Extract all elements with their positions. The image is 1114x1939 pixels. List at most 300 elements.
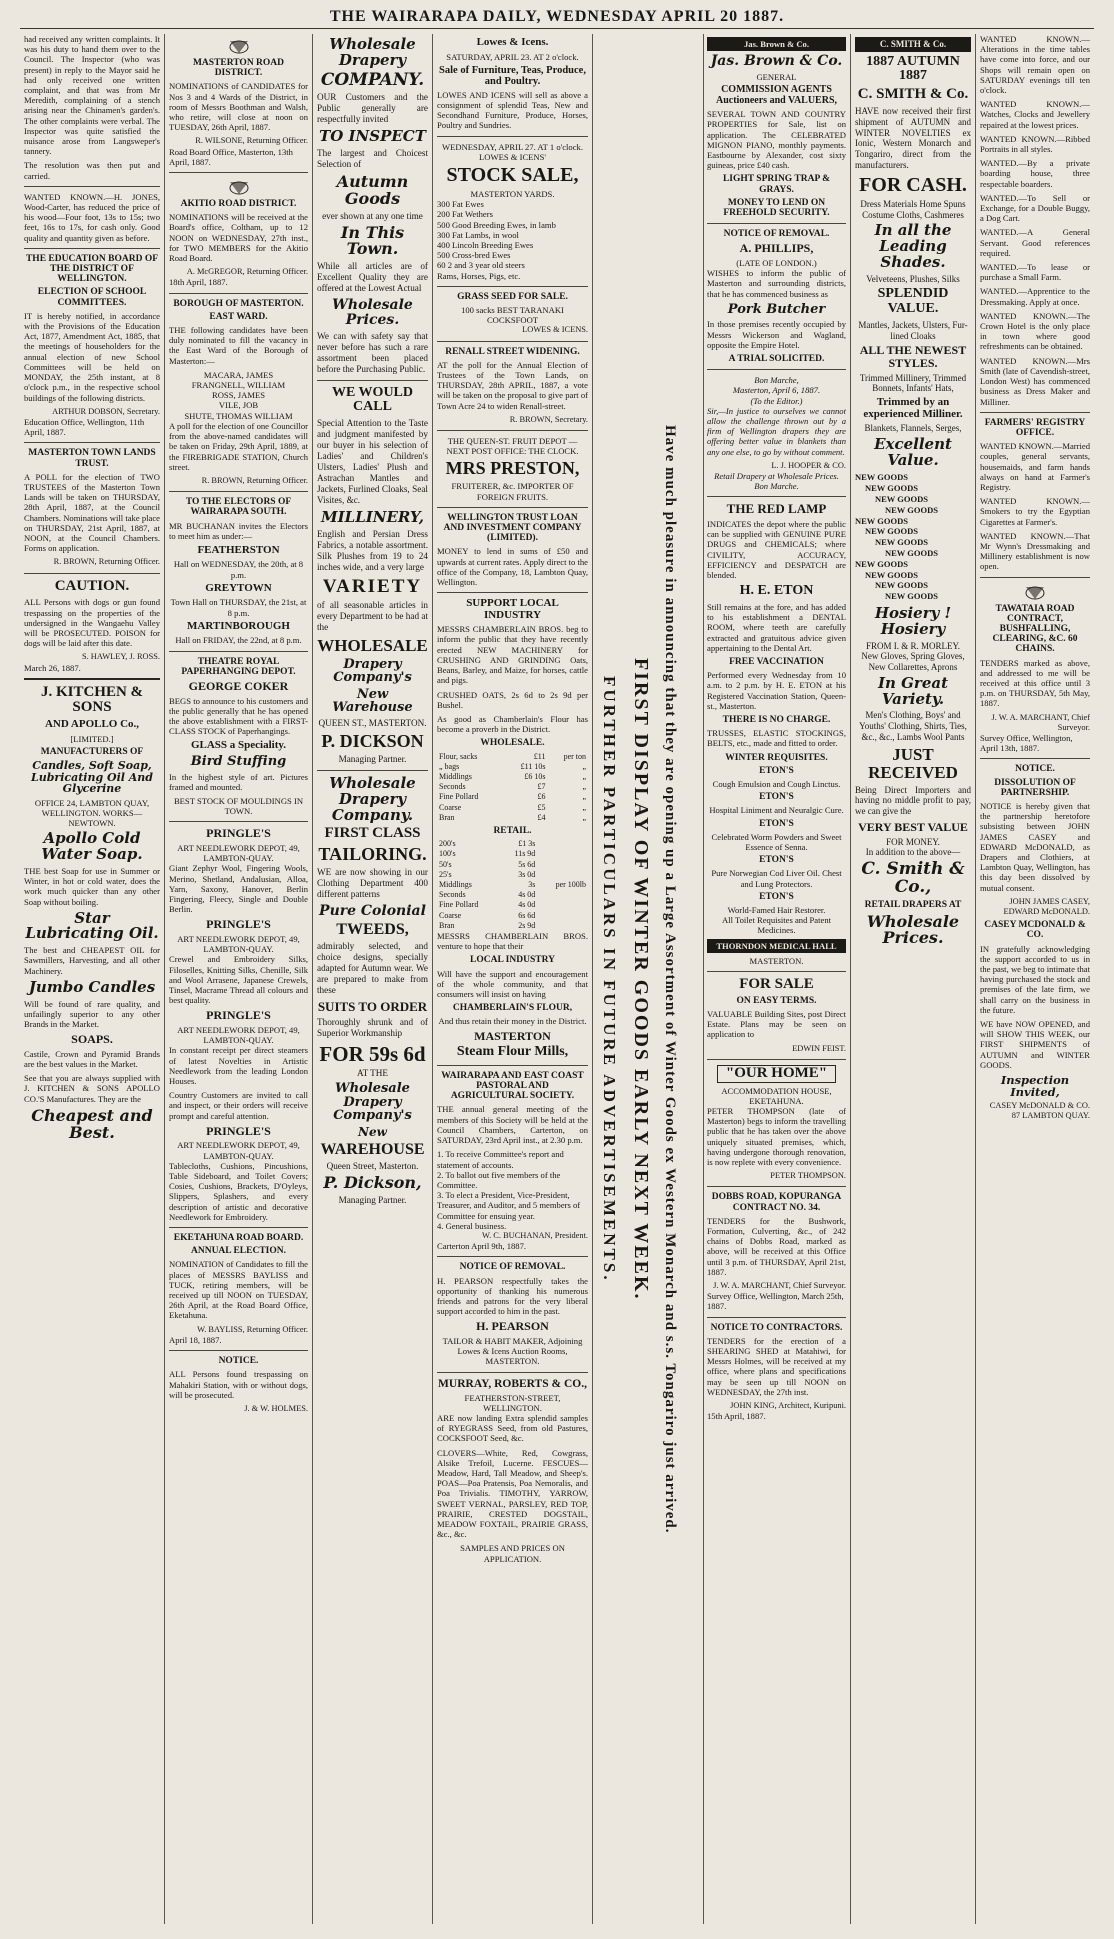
borough-signature: R. BROWN, Returning Officer. xyxy=(201,475,308,485)
vertical-line-1: Have much pleasure in announcing that they are opening up a Large Assortment of Winter Goods ex Western Monarch and s.s. Tongariro just arrived. xyxy=(662,424,678,1534)
pork-text: In those premises recently occupied by Messrs Wickerson and Wagland, opposite the Empire Hotel. xyxy=(707,319,846,350)
notice-text: ALL Persons found trespassing on Mahakiri Station, with or without dogs, will be prosecuted. xyxy=(169,1369,308,1400)
coker-name: GEORGE COKER xyxy=(188,678,289,693)
steam-mills-heading: Steam Flour Mills, xyxy=(456,1044,569,1060)
price-cell: £6 10s xyxy=(524,771,546,781)
eton-text: Still remains at the fore, and has added to his establishment a DENTAL ROOM, where teeth are carefully extracted and gratuitous advice given appertaining to the Dental Art. xyxy=(707,601,846,653)
column-7 xyxy=(976,34,1094,1924)
bon-marche-signature: L. J. HOOPER & CO. xyxy=(771,460,846,470)
drapery-title: Wholesale Drapery xyxy=(329,35,416,69)
notice-signature: J. & W. HOLMES. xyxy=(244,1403,308,1413)
wanted-ad: WANTED KNOWN.—Alterations in the time tables have come into force, and our Shops will remain open on SATURDAY evenings till ten o'clock. xyxy=(980,34,1090,96)
price-cell xyxy=(537,849,588,859)
price-row xyxy=(437,813,588,823)
pringle-text: Country Customers are invited to call and inspect, or their orders will receive prompt and careful attention. xyxy=(169,1090,308,1121)
pringle-text: Crewel and Embroidery Silks, Filoselles, Knitting Silks, Chenille, Silk and Wool Arrasene, Japanese Crewels, Tinsel, Macrame Thread all colours and best quality. xyxy=(169,954,308,1006)
new-goods-item: NEW GOODS xyxy=(865,483,918,494)
column-1 xyxy=(20,34,165,1924)
pringle-heading: PRINGLE'S xyxy=(206,1123,271,1138)
price-row xyxy=(437,921,588,931)
casey-signature: CASEY McDONALD & CO. xyxy=(989,1101,1090,1111)
renall-text: AT the poll for the Annual Election of Trustees of the Town Lands, on THURSDAY, 28th APRIL, 1887, a vote will be taken on the proposal to give part of Town Acre 24 to widen Renall-street. xyxy=(437,359,588,411)
electors-heading: TO THE ELECTORS OF WAIRARAPA SOUTH. xyxy=(185,497,292,518)
pringle-text: Giant Zephyr Wool, Fingering Wools, Merino, Shetland, Andalusian, Alloa, Yarn, Saxony, Hanover, Berlin Fingering, Fleecy, Single and Double Berlin. xyxy=(169,863,308,915)
great-variety: In Great Variety. xyxy=(877,673,949,708)
tweeds-heading: TWEEDS, xyxy=(336,920,409,938)
price-cell xyxy=(537,900,588,910)
column-3 xyxy=(313,34,433,1924)
resolution-text: The resolution was then put and carried. xyxy=(24,160,160,181)
price-cell xyxy=(537,921,588,931)
price-cell: 4s 0d xyxy=(518,890,536,900)
business-item: 4. General business. xyxy=(437,1220,507,1231)
preston-subtitle: FRUITERER, &c. IMPORTER OF FOREIGN FRUITS. xyxy=(451,481,574,502)
masthead: THE WAIRARAPA DAILY, WEDNESDAY APRIL 20 1887. xyxy=(20,6,1094,29)
drapery-address-2: Queen Street, Masterton. xyxy=(326,1161,419,1172)
price-cell: £11 10s xyxy=(520,761,546,771)
column-5 xyxy=(703,34,851,1924)
new-goods-item: NEW GOODS xyxy=(855,472,908,483)
price-cell: Coarse xyxy=(439,910,462,920)
wanted-ads-list xyxy=(980,34,1090,407)
caution-signature: S. HAWLEY, J. ROSS. xyxy=(81,652,160,662)
crest-icon xyxy=(226,178,252,196)
eton-product-desc: Celebrated Worm Powders and Sweet Essence of Senna. xyxy=(711,831,842,853)
column-2 xyxy=(165,34,313,1924)
wanted-ad: WANTED KNOWN.—Mrs Smith (late of Cavendish-street, London West) has commenced business as Dress Maker and Milliner. xyxy=(980,355,1090,407)
our-home-heading: "OUR HOME" xyxy=(717,1065,836,1083)
new-goods-list xyxy=(855,472,971,602)
wanted-ad: WANTED.—Apprentice to the Dressmaking. Apply at once. xyxy=(980,286,1090,307)
removal-text: H. PEARSON respectfully takes the opportunity of thanking his numerous friends and patrons for the very liberal support accorded to him in the past. xyxy=(437,1275,588,1317)
dobbs-date: Survey Office, Wellington, March 25th, 1887. xyxy=(707,1291,844,1312)
price-cell xyxy=(537,870,588,880)
lands-signature: R. BROWN, Returning Officer. xyxy=(53,557,160,567)
price-cell: £5 xyxy=(537,802,546,812)
price-row xyxy=(437,849,588,859)
price-cell: £1 3s xyxy=(518,839,536,849)
price-row xyxy=(437,839,588,849)
safety-text: We can with safety say that never before has such a rare assortment been placed before the Purchasing Public. xyxy=(317,330,428,374)
tawataia-signature: J. W. A. MARCHANT, Chief Surveyor. xyxy=(991,712,1090,732)
new-warehouse: New Warehouse xyxy=(332,686,413,716)
price-row xyxy=(437,803,588,813)
casey-text: IN gratefully acknowledging the support accorded to us in the past, we beg to intimate that having purchased the stock and premises of the late firm, we shall carry on the business in the future. xyxy=(980,943,1090,1015)
new-label: New xyxy=(358,1125,387,1139)
lowes-name: LOWES & ICENS' xyxy=(479,151,546,162)
kitchen-name: J. KITCHEN & SONS xyxy=(40,683,144,716)
light-spring-trap: LIGHT SPRING TRAP & GRAYS. xyxy=(722,174,831,195)
red-lamp-text: INDICATES the depot where the public can be supplied with GENUINE PURE DRUGS and CHEMICALS; where CIVILITY, ACCURACY, EFFICIENCY and DESPATCH are blended. xyxy=(707,519,846,581)
tawataia-heading: TAWATAIA ROAD CONTRACT, BUSHFALLING, CLEARING, &C. 60 CHAINS. xyxy=(992,603,1078,655)
winter-requisites: WINTER REQUISITES. xyxy=(725,752,828,763)
price-row xyxy=(437,762,588,772)
brown-header-bar: Jas. Brown & Co. xyxy=(707,37,846,51)
price-cell: per 100lb xyxy=(555,879,586,889)
wholesale-prices-2: Wholesale Prices. xyxy=(866,911,960,948)
price-cell: per ton xyxy=(563,751,586,761)
murray-footer: SAMPLES AND PRICES ON APPLICATION. xyxy=(460,1543,565,1564)
council-report: had received any written complaints. It was his duty to hand them over to the Council. The Inspector (who was present) in reply to the Mayor said he had only received one written complaint, and that was from Mr Meredith, complaining of a stench arising near the Chinamen's garden's. The other complaints were verbal. The Inspector was quite satisfied the nuisance arose from Langsweper's tannery. xyxy=(24,34,160,157)
manager-title: Managing Partner. xyxy=(338,754,407,765)
eketahuna-text: NOMINATION of Candidates to fill the places of MESSRS BAYLISS and TUCK, retiring members, will be received up till NOON on TUESDAY, 26th April, at the Road Board Office, Eketahuna. xyxy=(169,1259,308,1321)
new-goods-item: NEW GOODS xyxy=(875,580,928,591)
price-cell: Seconds xyxy=(439,782,466,792)
we-would-call: WE WOULD CALL xyxy=(331,384,414,415)
pringle-text: Tablecloths, Cushions, Pincushions, Table Sideboard, and Toilet Covers; Cosies, Cushions, Brackets, D'Oyleys, Slippers, Splashers, and every description of artistic and decorative Needlework for Embroidery. xyxy=(169,1160,308,1222)
money-to-lend: MONEY TO LEND ON FREEHOLD SECURITY. xyxy=(723,197,830,218)
electors-text: MR BUCHANAN invites the Electors to meet him as under:— xyxy=(169,520,308,541)
stock-yards: MASTERTON YARDS. xyxy=(470,189,555,199)
dobbs-text: TENDERS for the Bushwork, Formation, Culverting, &c., of 242 chains of Dobbs Road, marked as above, will be received at this Office until 3 p.m. of THURSDAY, April 21st, 1887. xyxy=(707,1215,846,1277)
eton-product: ETON'S xyxy=(759,792,794,803)
eton-product: ETON'S xyxy=(759,891,794,902)
eton-product-desc: Pure Norwegian Cod Liver Oil. Chest and Lung Protectors. xyxy=(711,868,842,889)
price-cell: „ xyxy=(582,771,586,781)
education-text: IT is hereby notified, in accordance with the Provisions of the Education Act, 1877, Amendment Act, 1885, that the meetings of householders for the annual election of new School Committees will be held on MONDAY, the 25th instant, at 8 o'clock p.m., in the respective school buildings of the following districts. xyxy=(24,310,160,403)
inspection-invited: Inspection Invited, xyxy=(1000,1073,1070,1100)
mantles: Mantles, Jackets, Ulsters, Fur-lined Cloaks xyxy=(858,319,968,341)
crest-icon xyxy=(226,37,252,55)
soaps-heading: SOAPS. xyxy=(71,1032,113,1047)
trust-text: MONEY to lend in sums of £50 and upwards at current rates. Apply direct to the office of the Company, 18, Lambton Quay, Wellington. xyxy=(437,546,588,587)
murray-text: ARE now landing Extra splendid samples of RYEGRASS Seed, from old Pastures, COCKSFOOT Seed, &c. xyxy=(437,1413,588,1444)
just-received: JUST RECEIVED xyxy=(868,744,958,782)
splendid-value: SPLENDID VALUE. xyxy=(877,286,949,317)
new-goods-item: NEW GOODS xyxy=(875,494,928,505)
casey-text-2: WE have NOW OPENED, and will SHOW THIS WEEK, our FIRST SHIPMENTS of AUTUMN and WINTER GOODS. xyxy=(980,1019,1090,1070)
jumbo-text: Will be found of rare quality, and unfailingly superior to any other Brands in the Market. xyxy=(24,998,160,1029)
at-the: AT THE xyxy=(356,1068,389,1079)
venue-2: GREYTOWN xyxy=(205,581,272,594)
dissolution-text: NOTICE is hereby given that the partnership heretofore subsisting between JOHN JAMES CASEY and EDWARD McDONALD, as Drapers and Clothiers, at Lambton Quay, Wellington, has this day been dissolved by mutual consent. xyxy=(980,801,1090,893)
sale-of-furniture: Sale of Furniture, Teas, Produce, and Poultry. xyxy=(439,64,586,87)
casey-address: 87 LAMBTON QUAY. xyxy=(1011,1111,1090,1121)
price-cell: 25's xyxy=(439,869,452,879)
price-cell: Middlings xyxy=(439,879,472,889)
price-cell xyxy=(537,890,588,900)
brown-commission: COMMISSION AGENTS Auctioneers and VALUERS, xyxy=(715,84,838,106)
smith-name: C. SMITH & Co. xyxy=(857,86,969,103)
wanted-ad: WANTED.—To Sell or Exchange, for a Double Buggy, a Dog Cart. xyxy=(980,192,1090,224)
pringle-text: In constant receipt per direct steamers of latest Novelties in Artistic Needlework from the leading London Houses. xyxy=(169,1045,308,1087)
education-date: Education Office, Wellington, 11th April, 1887. xyxy=(24,416,145,438)
star-text: The best and CHEAPEST OIL for Sawmillers, Harvesting, and all other Machinery. xyxy=(24,945,160,976)
stock-item: 300 Fat Ewes xyxy=(437,199,484,210)
our-home-sub: ACCOMMODATION HOUSE, EKETAHUNA. xyxy=(721,1085,832,1106)
smith-name-2: C. Smith & Co., xyxy=(861,859,965,897)
price-cell: £11 xyxy=(533,751,546,761)
murray-items: CLOVERS—White, Red, Cowgrass, Alsike Trefoil, Lucerne. FESCUES—Meadow, Hard, Tall Meadow, and Sheep's. POAS—Poa Pratensis, Poa Nemoralis, and Poa Trivialis. TIMOTHY, YARROW, SWEET VERNAL, PARSLEY, RED TOP, PRAIRIE, CRESTED DOGSTAIL, MEADOW FOXTAIL, PRAIRIE GRASS, &c., &c. xyxy=(437,1447,588,1540)
crest-icon xyxy=(1022,583,1048,601)
price-cell: Fine Pollard xyxy=(439,900,479,910)
sale-signature: EDWIN FEIST. xyxy=(792,1043,846,1053)
borough-heading: BOROUGH OF MASTERTON. xyxy=(173,298,304,309)
tweeds-text: admirably selected, and choice designs, specially adapted for Autumn wear. We are prepared to make from these xyxy=(317,941,428,996)
trial-solicited: A TRIAL SOLICITED. xyxy=(728,353,825,364)
experienced-milliner: Trimmed by an experienced Milliner. xyxy=(863,396,963,420)
borough-text: THE following candidates have been duly nominated to fill the vacancy in the East Ward of the Borough of Masterton:— xyxy=(169,325,308,366)
borough-poll: A poll for the election of one Councillor from the above-named candidates will be taken on Friday, 29th April, 1889, at the FIREBRIGADE STATION, Church street. xyxy=(169,420,308,472)
red-lamp-heading: THE RED LAMP xyxy=(726,501,827,517)
notice-heading: NOTICE. xyxy=(1015,764,1055,775)
new-goods-item: NEW GOODS xyxy=(875,537,928,548)
price-cell: Seconds xyxy=(439,890,466,900)
wholesale-heading: WHOLESALE xyxy=(317,635,428,655)
venue-1-when: Hall on WEDNESDAY, the 20th, at 8 p.m. xyxy=(173,559,304,580)
candidate: MACARA, JAMES xyxy=(203,369,274,380)
local-text: Will have the support and encouragement of the whole community, and that consumers will insist on having xyxy=(437,968,588,999)
price-cell: £7 xyxy=(537,782,546,792)
season-heading: 1887 AUTUMN 1887 xyxy=(866,53,960,84)
drapery-companys: Drapery Company's xyxy=(333,656,412,686)
lands-text: A POLL for the election of TWO TRUSTEES of the Masterton Town Lands will be taken on THURSDAY, 28th April, 1887, at the Council Chambers. Nominations will take place on THURSDAY, 21st April, 1887, at NOON, at the Council Chambers. Forms on application. xyxy=(24,471,160,554)
variety-heading: VARIETY xyxy=(322,575,423,597)
local-industry: LOCAL INDUSTRY xyxy=(470,955,555,966)
jumbo-heading: Jumbo Candles xyxy=(28,977,156,996)
price-cell: 50's xyxy=(439,859,452,869)
wanted-ad: WANTED KNOWN.—Smokers to try the Egyptian Cigarettes at Farmer's. xyxy=(980,496,1090,527)
phillips-name: A. PHILLIPS, xyxy=(739,241,814,256)
autumn-goods: Autumn Goods xyxy=(336,172,409,208)
eketahuna-signature: W. BAYLISS, Returning Officer. xyxy=(197,1324,308,1334)
wholesale-price-table xyxy=(437,752,588,823)
jones-ad: WANTED KNOWN.—H. JONES, Wood-Carter, has reduced the price of his wood—Four foot, 13s to 15s; two feet, 16s to 17s, for cash only. Good quality and quantity given as before. xyxy=(24,191,160,243)
price-cell: 6s 6d xyxy=(518,910,536,920)
price-cell: Coarse xyxy=(439,802,462,812)
venue-2-when: Town Hall on THURSDAY, the 21st, at 8 p.m. xyxy=(170,597,307,618)
akitio-signature: A. McGREGOR, Returning Officer. xyxy=(186,267,308,277)
crushed-oats: CRUSHED OATS, 2s 6d to 2s 9d per Bushel. xyxy=(437,689,588,710)
smith-header-bar: C. SMITH & Co. xyxy=(855,37,971,52)
pringle-heading: PRINGLE'S xyxy=(206,1008,271,1023)
eton-product-desc: Cough Emulsion and Cough Linctus. xyxy=(712,779,841,790)
road-signature: R. WILSONE, Returning Officer. xyxy=(195,136,308,146)
price-row xyxy=(437,900,588,910)
pastoral-date: Carterton April 9th, 1887. xyxy=(437,1241,527,1252)
easy-terms: ON EASY TERMS. xyxy=(736,995,817,1006)
our-home-signature: PETER THOMPSON. xyxy=(770,1171,846,1181)
casey-heading: CASEY MCDONALD & CO. xyxy=(984,920,1086,941)
eketahuna-heading: EKETAHUNA ROAD BOARD. xyxy=(173,1233,304,1244)
flour-quote: As good as Chamberlain's Flour has become a proverb in the District. xyxy=(437,713,588,735)
lowes-saturday: SATURDAY, APRIL 23. AT 2 o'clock. xyxy=(446,51,579,62)
thorndon-medical-hall: THORNDON MEDICAL HALL xyxy=(707,939,846,953)
trimmed-millinery: Trimmed Millinery, Trimmed Bonnets, Infants' Hats, xyxy=(859,372,967,394)
very-best-value: VERY BEST VALUE xyxy=(858,819,968,834)
wholesale-drapery-2: Wholesale Drapery Company's xyxy=(333,1081,412,1124)
candidate: SHUTE, THOMAS WILLIAM xyxy=(184,410,293,421)
price-cell xyxy=(537,839,588,849)
election-heading: ELECTION OF SCHOOL COMMITTEES. xyxy=(37,287,147,308)
price-cell: 4s 0d xyxy=(518,900,536,910)
variety-text: of all seasonable articles in every Department to be had at the xyxy=(317,599,428,632)
kitchen-office: OFFICE 24, LAMBTON QUAY, WELLINGTON. WORKS—NEWTOWN. xyxy=(34,797,150,829)
our-home-text: PETER THOMPSON (late of Masterton) begs to inform the travelling public that he has taken over the above uniquely situated premises, which, having undergone thorough renovation, is now replete with every convenience. xyxy=(707,1105,846,1167)
dobbs-heading: DOBBS ROAD, KOPURANGA CONTRACT NO. 34. xyxy=(711,1192,842,1213)
kitchen-products: Candles, Soft Soap, Lubricating Oil And Glycerine xyxy=(31,759,153,796)
manager-name-2: P. Dickson, xyxy=(323,1173,422,1193)
eton-product: ETON'S xyxy=(759,855,794,866)
bon-marche: Bon Marche, xyxy=(754,375,799,386)
price-row xyxy=(437,752,588,762)
notice-heading: NOTICE. xyxy=(218,1356,259,1367)
renall-heading: RENALL STREET WIDENING. xyxy=(445,346,580,357)
drapery-company: COMPANY. xyxy=(320,69,425,90)
new-goods-item: NEW GOODS xyxy=(865,569,918,580)
new-goods-item: NEW GOODS xyxy=(855,558,908,569)
millinery-heading: MILLINERY, xyxy=(321,508,424,527)
grass-signature: LOWES & ICENS. xyxy=(522,325,588,335)
chamberlain-flour: CHAMBERLAIN'S FLOUR, xyxy=(452,1003,573,1014)
preston-name: MRS PRESTON, xyxy=(445,458,580,479)
drapery-intro: OUR Customers and the Public generally are respectfully invited xyxy=(317,92,428,125)
venue-3-when: Hall on FRIDAY, the 22nd, at 8 p.m. xyxy=(175,635,302,646)
retail-drapers: RETAIL DRAPERS AT xyxy=(864,899,962,910)
millinery-text: English and Persian Dress Fabrics, a notable assortment. Silk Plushes from 19 to 24 inches wide, and a very large xyxy=(317,528,428,572)
attention-text: Special Attention to the Taste and judgment manifested by our buyer in his selection of Ladies' and Children's Ulsters, Ladies' Plush and Astrachan Mantles and Jackets, Furlined Cloaks, Seal Visites, &c. xyxy=(317,418,428,506)
vaccination-heading: FREE VACCINATION xyxy=(729,656,824,667)
wanted-ad: WANTED KNOWN.—The Crown Hotel is the only place in town where good refreshments can be obtained. xyxy=(980,310,1090,352)
theatre-heading: THEATRE ROYAL PAPERHANGING DEPOT. xyxy=(181,656,296,677)
business-item: 2. To ballot out five members of the Committee. xyxy=(437,1169,561,1190)
wholesale-heading: WHOLESALE. xyxy=(480,738,545,749)
removal-heading: NOTICE OF REMOVAL. xyxy=(459,1262,566,1273)
price-cell: Flour, sacks xyxy=(439,751,478,761)
price-cell xyxy=(537,860,588,870)
eton-product-desc: Hospital Liniment and Neuralgic Cure. xyxy=(709,805,844,816)
eton-product: ETON'S xyxy=(759,765,794,776)
pringle-subheading: ART NEEDLEWORK DEPOT, 49, LAMBTON-QUAY. xyxy=(177,1140,300,1161)
candidate: FRANGNELL, WILLIAM xyxy=(191,380,286,391)
pringle-heading: PRINGLE'S xyxy=(206,917,271,932)
contractors-text: TENDERS for the erection of a SHEARING SHED at Matahiwi, for Messrs Holmes, will be received at my office, where plans and specifications may be seen up till NOON on WEDNESDAY, the 27th inst. xyxy=(707,1335,846,1397)
brown-name: Jas. Brown & Co. xyxy=(710,53,843,70)
price-cell: Middlings xyxy=(439,771,472,781)
velveteens: Velveteens, Plushes, Silks xyxy=(866,273,960,284)
soaps-text: Castile, Crown and Pyramid Brands are the best values in the Market. xyxy=(24,1048,160,1069)
education-signature: ARTHUR DOBSON, Secretary. xyxy=(52,406,160,416)
business-item: 1. To receive Committee's report and statement of accounts. xyxy=(437,1149,564,1170)
pure-colonial: Pure Colonial xyxy=(319,902,426,919)
price-row xyxy=(437,792,588,802)
shrunk-text: Thoroughly shrunk and of Superior Workmanship xyxy=(317,1017,428,1039)
price-row xyxy=(437,911,588,921)
road-date: Road Board Office, Masterton, 13th April, 1887. xyxy=(169,146,293,167)
for-sale-heading: FOR SALE xyxy=(739,976,814,993)
venue-3: MARTINBOROUGH xyxy=(187,619,290,632)
suits-to-order: SUITS TO ORDER xyxy=(317,999,428,1015)
bird-heading: Bird Stuffing xyxy=(190,753,287,769)
first-class: FIRST CLASS xyxy=(324,825,421,842)
grass-text: 100 sacks BEST TARANAKI COCKSFOOT xyxy=(461,305,564,326)
pringle-subheading: ART NEEDLEWORK DEPOT, 49, LAMBTON-QUAY. xyxy=(177,842,300,864)
price-cell: 3s 0d xyxy=(518,869,536,879)
smith-text: HAVE now received their first shipment of AUTUMN and WINTER NOVELTIES ex Ionic, Western Monarch and Tongariro, direct from the manufacturers. xyxy=(855,105,971,170)
akitio-heading: AKITIO ROAD DISTRICT. xyxy=(180,199,297,210)
for-cash: FOR CASH. xyxy=(859,173,967,196)
candidate: VILE, JOB xyxy=(218,400,259,411)
stock-item: 200 Fat Wethers xyxy=(437,209,493,220)
retail-heading: RETAIL. xyxy=(493,825,532,836)
price-cell: £4 xyxy=(537,812,546,822)
pearson-name: H. PEARSON xyxy=(476,1319,549,1334)
wanted-ad: WANTED KNOWN.—Married couples, general servants, housemaids, and farm hands always on hand at Farmer's Registry. xyxy=(980,441,1090,492)
pringle-subheading: ART NEEDLEWORK DEPOT, 49, LAMBTON-QUAY. xyxy=(177,1025,300,1046)
price-row xyxy=(437,860,588,870)
wanted-ad: WANTED.—A General Servant. Good references required. xyxy=(980,227,1090,258)
price-cell: „ xyxy=(582,812,586,822)
wanted-ad: WANTED.—To lease or purchase a Small Farm. xyxy=(980,262,1090,283)
contractors-date: 15th April, 1887. xyxy=(707,1411,766,1422)
venue-1: FEATHERSTON xyxy=(197,543,280,556)
fruit-depot-address: THE QUEEN-ST. FRUIT DEPOT —NEXT POST OFFICE: THE CLOCK. xyxy=(446,436,579,457)
new-goods-item: NEW GOODS xyxy=(855,515,908,526)
stock-item: 500 Cross-bred Ewes xyxy=(437,250,511,261)
akitio-text: NOMINATIONS will be received at the Board's office, Coltham, up to 12 NOON on WEDNESDAY, 27th inst., for TWO MEMBERS for the Akitio Road Board. xyxy=(169,212,308,264)
price-cell: £6 xyxy=(537,792,546,802)
warehouse-heading: WAREHOUSE xyxy=(320,1140,425,1158)
wanted-ad: WANTED KNOWN.—Watches, Clocks and Jewellery repaired at the lowest prices. xyxy=(980,99,1090,130)
price-cell: Bran xyxy=(439,920,455,930)
price-cell: „ xyxy=(582,761,586,771)
cheapest-slogan: Cheapest and Best. xyxy=(31,1105,153,1142)
ever-shown: ever shown at any one time xyxy=(322,210,423,221)
contractors-heading: NOTICE TO CONTRACTORS. xyxy=(710,1322,843,1333)
price-cell: 100's xyxy=(439,849,456,859)
price-row xyxy=(437,870,588,880)
gloves: New Gloves, Spring Gloves, New Collarettes, Aprons xyxy=(861,651,965,673)
wanted-ad: WANTED KNOWN.—That Mr Wynn's Dressmaking and Millinery establishment is now open. xyxy=(980,530,1090,572)
bon-marche-text: Sir,—In justice to ourselves we cannot allow the challenge thrown out by a firm of Wellington drapers they are offering better value in blankets than any one else, to go by without comment. xyxy=(707,405,846,457)
business-item: 3. To elect a President, Vice-President, Treasurer, and Auditor, and 5 members of Committee for ensuing year. xyxy=(437,1190,581,1221)
caution-date: March 26, 1887. xyxy=(24,662,81,673)
price-cell: „ xyxy=(582,782,586,792)
price-cell xyxy=(537,911,588,921)
eton-product: ETON'S xyxy=(759,818,794,829)
column-6 xyxy=(851,34,976,1924)
pork-butcher: Pork Butcher xyxy=(727,301,826,317)
inspect-heading: TO INSPECT xyxy=(319,127,426,146)
eketahuna-date: April 18, 1887. xyxy=(169,1334,222,1345)
caution-text: ALL Persons with dogs or gun found trespassing on the properties of the undersigned in the Wangaehu Valley will be PROSECUTED. POISON for dogs will be laid after this date. xyxy=(24,597,160,649)
eton-product-desc: World-Famed Hair Restorer. xyxy=(727,905,826,916)
price-cell: 11s 9d xyxy=(514,849,536,859)
road-heading: MASTERTON ROAD DISTRICT. xyxy=(192,58,285,79)
wanted-ad: WANTED.—By a private boarding house, three respectable boarders. xyxy=(980,158,1090,189)
tailoring-heading: TAILORING. xyxy=(318,844,427,865)
new-goods-item: NEW GOODS xyxy=(865,526,918,537)
masterton-heading: MASTERTON xyxy=(474,1028,551,1043)
direct-importers: Being Direct Importers and having no middle profit to pay, we can give the xyxy=(855,784,971,817)
education-heading: THE EDUCATION BOARD OF THE DISTRICT OF WELLINGTON. xyxy=(25,253,159,285)
stock-item: 500 Good Breeding Ewes, in lamb xyxy=(437,219,556,230)
dissolution-signature: JOHN JAMES CASEY, EDWARD McDONALD. xyxy=(1003,896,1090,917)
farmers-ads-list xyxy=(980,441,1090,571)
soaps-footer: See that you are always supplied with J. KITCHEN & SONS APOLLO CO.'S Manufactures. They are the xyxy=(24,1073,160,1104)
murray-heading: MURRAY, ROBERTS & CO., xyxy=(438,1377,587,1390)
trusses-text: TRUSSES, ELASTIC STOCKINGS, BELTS, etc., made and fitted to order. xyxy=(707,728,846,749)
price-cell: 200's xyxy=(439,839,456,849)
new-goods-item: NEW GOODS xyxy=(885,548,938,559)
stock-item: 400 Lincoln Breeding Ewes xyxy=(437,240,534,251)
lowes-wednesday: WEDNESDAY, APRIL 27. AT 1 o'clock. xyxy=(442,141,583,152)
suit-price: FOR 59s 6d xyxy=(319,1042,426,1067)
wanted-ad: WANTED KNOWN.—Ribbed Portraits in all styles. xyxy=(980,133,1090,155)
lands-heading: MASTERTON TOWN LANDS TRUST. xyxy=(28,448,156,469)
kitchen-limited: [LIMITED.] xyxy=(70,733,114,744)
vertical-advertisement xyxy=(593,34,704,1924)
